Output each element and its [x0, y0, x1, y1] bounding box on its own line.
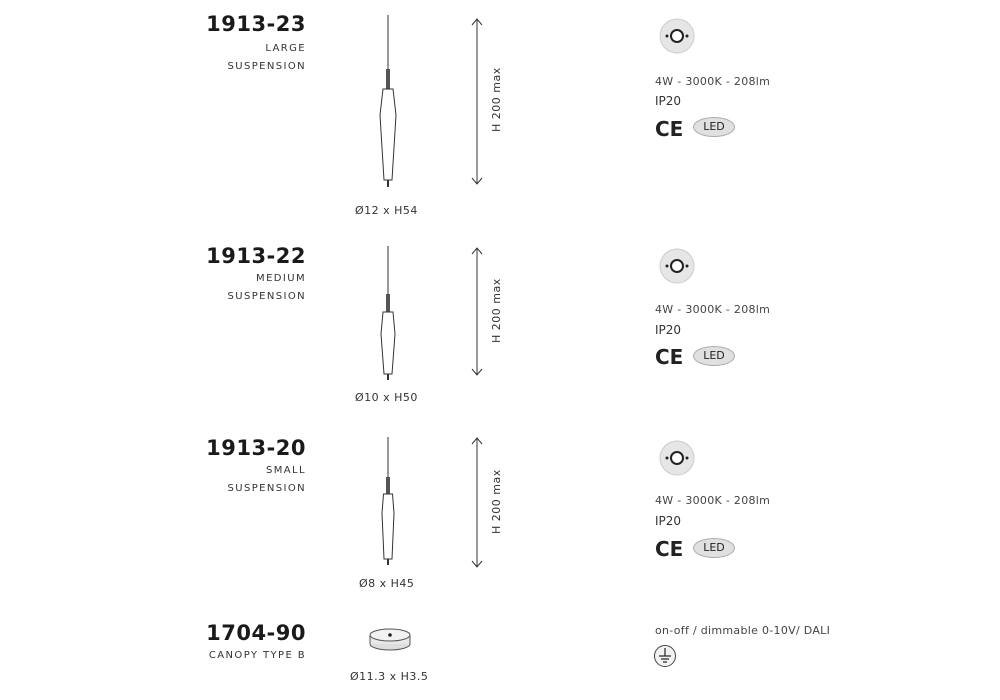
- dimmable-circle-icon: [659, 18, 695, 54]
- product-type-label: SUSPENSION: [227, 291, 306, 302]
- pendant-lamp-medium-icon: [370, 246, 410, 386]
- ce-mark-icon: CE: [655, 537, 684, 561]
- dimmable-circle-icon: [659, 248, 695, 284]
- product-spec: 4W - 3000K - 208lm: [655, 494, 771, 507]
- ce-mark-icon: CE: [655, 117, 684, 141]
- product-size-label: SMALL: [266, 465, 306, 476]
- product-code: 1913-22: [206, 244, 306, 268]
- product-code: 1913-23: [206, 12, 306, 36]
- height-arrow-icon: [470, 437, 484, 569]
- product-code: 1913-20: [206, 436, 306, 460]
- canopy-spec: on-off / dimmable 0-10V/ DALI: [655, 624, 831, 637]
- product-dimensions: Ø12 x H54: [355, 204, 418, 217]
- product-size-label: MEDIUM: [256, 273, 306, 284]
- led-badge: LED: [693, 346, 735, 366]
- height-label: H 200 max: [490, 67, 503, 132]
- product-spec: 4W - 3000K - 208lm: [655, 75, 771, 88]
- height-label: H 200 max: [490, 469, 503, 534]
- canopy-dimensions: Ø11.3 x H3.5: [350, 670, 429, 683]
- product-type-label: SUSPENSION: [227, 61, 306, 72]
- pendant-lamp-small-icon: [370, 437, 410, 577]
- ce-mark-icon: CE: [655, 345, 684, 369]
- led-badge: LED: [693, 538, 735, 558]
- canopy-code: 1704-90: [206, 621, 306, 645]
- height-arrow-icon: [470, 247, 484, 377]
- pendant-lamp-large-icon: [370, 15, 410, 195]
- height-label: H 200 max: [490, 278, 503, 343]
- product-dimensions: Ø10 x H50: [355, 391, 418, 404]
- ip-rating: IP20: [655, 514, 682, 528]
- canopy-icon: [368, 624, 412, 652]
- dimmable-circle-icon: [659, 440, 695, 476]
- height-arrow-icon: [470, 18, 484, 186]
- ip-rating: IP20: [655, 94, 682, 108]
- led-badge: LED: [693, 117, 735, 137]
- product-size-label: LARGE: [265, 43, 306, 54]
- product-spec: 4W - 3000K - 208lm: [655, 303, 771, 316]
- ground-icon: [653, 644, 677, 668]
- canopy-type-label: CANOPY TYPE B: [208, 650, 306, 661]
- product-type-label: SUSPENSION: [227, 483, 306, 494]
- ip-rating: IP20: [655, 323, 682, 337]
- product-dimensions: Ø8 x H45: [359, 577, 415, 590]
